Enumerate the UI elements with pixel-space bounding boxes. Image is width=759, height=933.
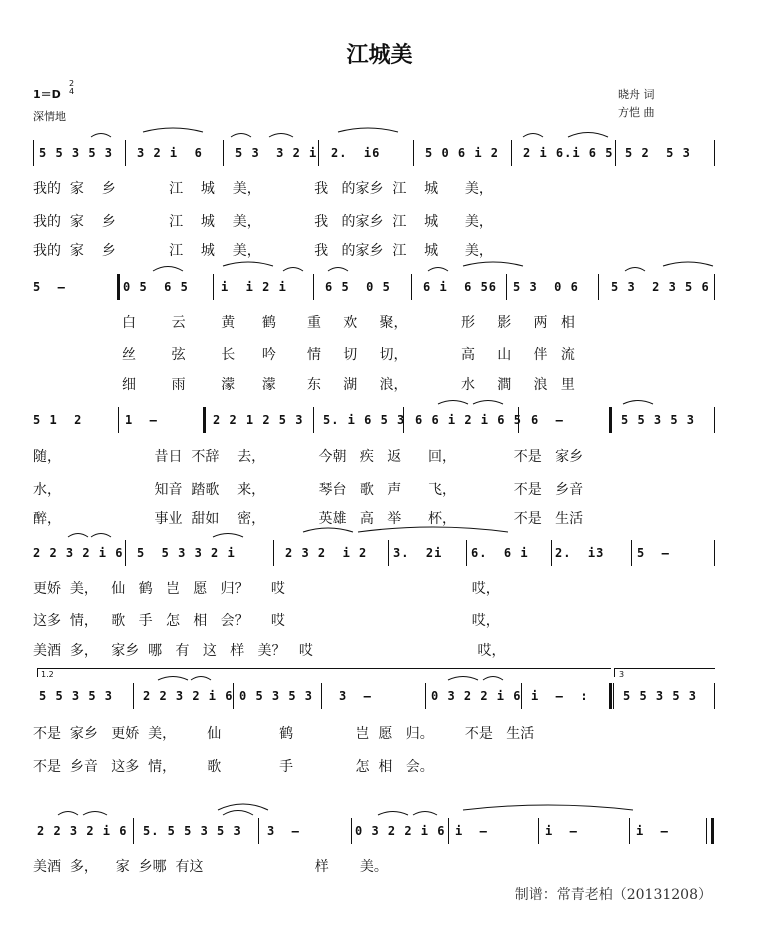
measure: 3. 2i	[393, 546, 443, 560]
lyric-line: 我的 家 乡 江 城 美， 我 的家乡 江 城 美，	[33, 214, 493, 230]
stave-row-1	[33, 140, 715, 170]
measure: 5 1 2	[33, 413, 83, 427]
stave-row-5	[33, 683, 715, 713]
volta-label: 1.2	[41, 670, 54, 679]
measure: 5 3 2 3 5 6	[611, 280, 710, 294]
measure: 5 0 6 i 2	[425, 146, 500, 160]
measure: 6 6 i 2 i 6 5	[415, 413, 522, 427]
lyric-line: 不是 乡音 这多 情， 歌 手 怎 相 会。	[33, 759, 434, 775]
composer-credit: 方恺 曲	[618, 106, 655, 119]
measure: 2 2 3 2 i 6	[143, 689, 234, 703]
measure: 2 i 6.i 6 5	[523, 146, 614, 160]
lyric-line: 不是 家乡 更娇 美， 仙 鹤 岂 愿 归。 不是 生活	[33, 726, 535, 742]
time-bottom: 4	[69, 87, 75, 96]
measure: 3 2 i 6	[137, 146, 203, 160]
transcriber-credit: 制谱：常青老柏（20131208）	[514, 887, 712, 903]
stave-row-6	[33, 818, 715, 848]
tempo-marking: 深情地	[33, 110, 66, 123]
lyric-line: 细 雨 濛 濛 东 湖 浪， 水 澗 浪 里	[33, 377, 575, 393]
volta-bracket-1	[37, 668, 611, 677]
time-signature	[69, 80, 74, 96]
measure: i i 2 i	[221, 280, 287, 294]
measure: 5 5 3 5 3	[39, 146, 114, 160]
measure: 6. 6 i	[471, 546, 529, 560]
lyric-line: 更娇 美， 仙 鹤 岂 愿 归？ 哎 哎，	[33, 581, 500, 597]
measure: 5 2 5 3	[625, 146, 691, 160]
volta-bracket-2	[614, 668, 715, 677]
measure: i –	[545, 824, 578, 838]
stave-row-2	[33, 274, 715, 304]
measure: 5 3 0 6	[513, 280, 579, 294]
lyric-line: 随， 昔日 不辞 去， 今朝 疾 返 回， 不是 家乡	[33, 449, 584, 465]
measure: 5 –	[33, 280, 66, 294]
measure: 0 5 3 5 3	[239, 689, 314, 703]
measure: 0 5 6 5	[123, 280, 189, 294]
measure: 0 3 2 2 i 6	[431, 689, 522, 703]
measure: 6 i 6 56	[423, 280, 498, 294]
lyric-line: 美酒 多， 家乡 哪 有 这 样 美？ 哎 哎，	[33, 643, 506, 659]
measure: 5 5 3 5 3	[621, 413, 696, 427]
song-title: 江城美	[346, 42, 413, 68]
measure: 0 3 2 2 i 6	[355, 824, 446, 838]
slur-marks	[33, 540, 715, 570]
measure: i – :	[531, 689, 589, 703]
measure: 2 3 2 i 2	[285, 546, 368, 560]
lyric-line: 美酒 多， 家 乡哪 有这 样 美。	[33, 859, 388, 875]
lyric-line: 这多 情， 歌 手 怎 相 会？ 哎 哎，	[33, 613, 500, 629]
measure: 3 –	[339, 689, 372, 703]
key-signature: 1＝D	[33, 88, 61, 101]
measure: 5 5 3 5 3	[623, 689, 698, 703]
lyric-line: 我的 家 乡 江 城 美， 我 的家乡 江 城 美，	[33, 243, 493, 259]
measure: 3 –	[267, 824, 300, 838]
measure: 5. i 6 5 3	[323, 413, 406, 427]
stave-row-4	[33, 540, 715, 570]
measure: i –	[636, 824, 669, 838]
measure: 2. i3	[555, 546, 605, 560]
lyric-line: 醉， 事业 甜如 密， 英雄 高 举 杯， 不是 生活	[33, 511, 584, 527]
measure: 2. i6	[331, 146, 381, 160]
lyricist-credit: 晓舟 词	[618, 88, 655, 101]
measure: 6 –	[531, 413, 564, 427]
lyric-line: 丝 弦 长 吟 情 切 切， 高 山 伴 流	[33, 347, 575, 363]
measure: 5 5 3 5 3	[39, 689, 114, 703]
measure: 2 2 3 2 i 6	[37, 824, 128, 838]
stave-row-3	[33, 407, 715, 437]
lyric-line: 水， 知音 踏歌 来， 琴台 歌 声 飞， 不是 乡音	[33, 482, 584, 498]
lyric-line: 我的 家 乡 江 城 美， 我 的家乡 江 城 美，	[33, 181, 493, 197]
measure: 5. 5 5 3 5 3	[143, 824, 242, 838]
measure: 6 5 0 5	[325, 280, 391, 294]
volta-label: 3	[619, 670, 625, 679]
measure: 5 –	[637, 546, 670, 560]
measure: i –	[455, 824, 488, 838]
measure: 2 2 3 2 i 6	[33, 546, 124, 560]
measure: 5 5 3 3 2 i	[137, 546, 236, 560]
measure: 2 2 1 2 5 3	[213, 413, 304, 427]
lyric-line: 白 云 黄 鹤 重 欢 聚， 形 影 两 相	[33, 315, 575, 331]
measure: 1 –	[125, 413, 158, 427]
measure: 5 3 3 2 i	[235, 146, 318, 160]
time-top: 2	[69, 79, 75, 88]
